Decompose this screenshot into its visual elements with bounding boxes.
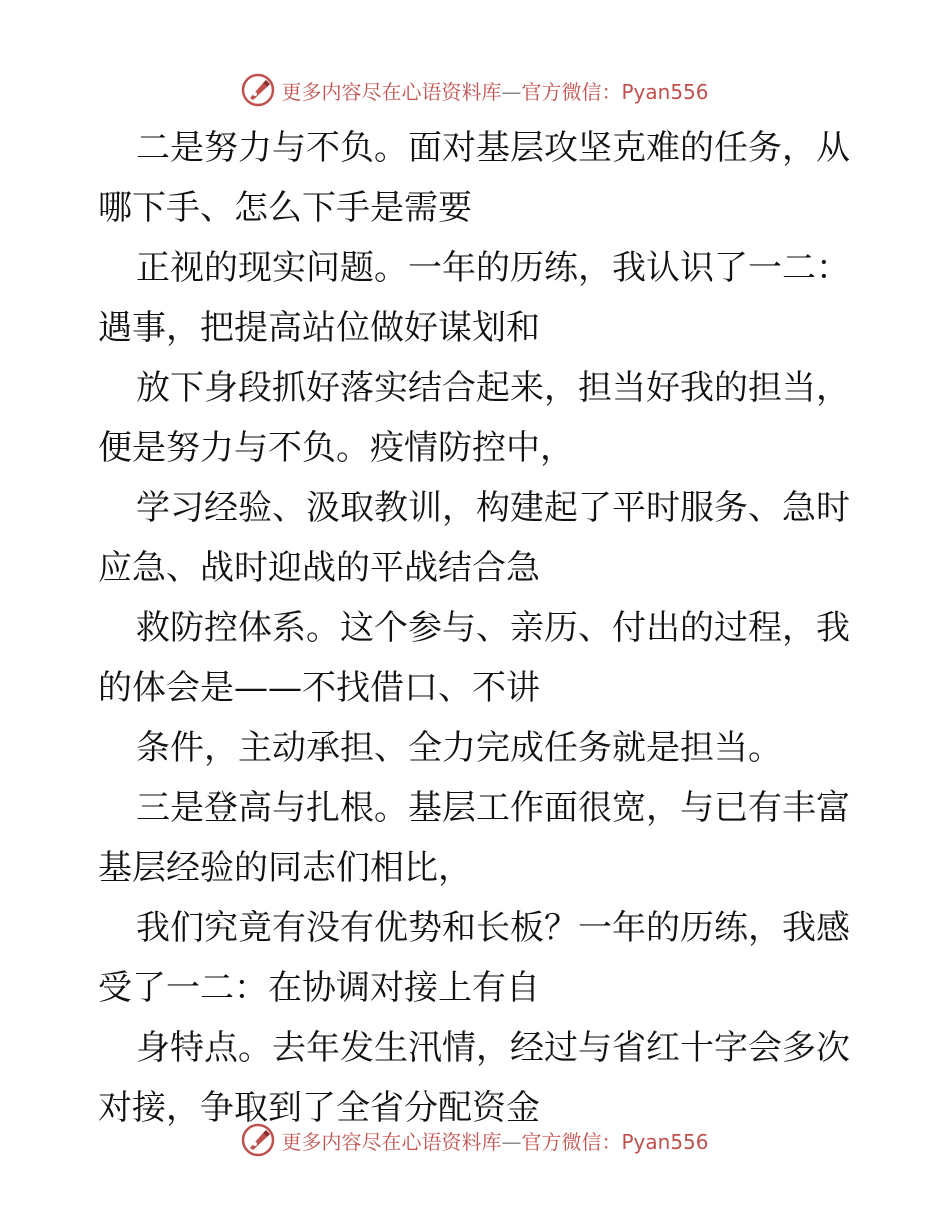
paragraph xyxy=(98,598,858,718)
pen-nib-logo-icon xyxy=(241,73,275,107)
paragraph-line: 放下身段抓好落实结合起来，担当好我的担当， xyxy=(136,368,850,408)
paragraph-line: 二是努力与不负。面对基层攻坚克难的任务，从 xyxy=(136,128,850,168)
paragraph xyxy=(98,718,858,778)
header-wechat-label: 官方微信： xyxy=(521,79,622,104)
paragraph-line: 便是努力与不负。疫情防控中， xyxy=(98,428,574,468)
footer-separator: — xyxy=(501,1129,522,1154)
paragraph-line: 哪下手、怎么下手是需要 xyxy=(98,188,472,228)
paragraph-line: 身特点。去年发生汛情，经过与省红十字会多次 xyxy=(136,1028,850,1068)
paragraph xyxy=(98,478,858,598)
paragraph-line: 应急、战时迎战的平战结合急 xyxy=(98,548,540,588)
paragraph-line: 对接，争取到了全省分配资金 xyxy=(98,1088,540,1128)
paragraph-line: 受了一二：在协调对接上有自 xyxy=(98,968,540,1008)
paragraph-line: 基层经验的同志们相比， xyxy=(98,848,472,888)
header-wechat-handle: Pyan556 xyxy=(621,79,709,104)
footer-banner xyxy=(0,1120,950,1160)
footer-banner-text xyxy=(281,1126,708,1155)
footer-wechat-handle: Pyan556 xyxy=(621,1129,709,1154)
header-separator: — xyxy=(501,79,522,104)
paragraph-line: 我们究竟有没有优势和长板？一年的历练，我感 xyxy=(136,908,850,948)
footer-wechat-label: 官方微信： xyxy=(521,1129,622,1154)
paragraph xyxy=(98,358,858,478)
paragraph-line: 条件，主动承担、全力完成任务就是担当。 xyxy=(136,728,782,768)
paragraph-line: 正视的现实问题。一年的历练，我认识了一二： xyxy=(136,248,850,288)
paragraph xyxy=(98,238,858,358)
header-site-name: 更多内容尽在心语资料库 xyxy=(281,79,502,104)
header-banner xyxy=(0,70,950,110)
paragraph-line: 学习经验、汲取教训，构建起了平时服务、急时 xyxy=(136,488,850,528)
paragraph xyxy=(98,118,858,238)
document-body xyxy=(98,118,858,1138)
paragraph-line: 救防控体系。这个参与、亲历、付出的过程，我 xyxy=(136,608,850,648)
paragraph xyxy=(98,898,858,1018)
paragraph-line: 的体会是——不找借口、不讲 xyxy=(98,668,540,708)
paragraph-line: 遇事，把提高站位做好谋划和 xyxy=(98,308,540,348)
pen-nib-logo-icon xyxy=(241,1123,275,1157)
header-banner-text xyxy=(281,76,708,105)
paragraph-line: 三是登高与扎根。基层工作面很宽，与已有丰富 xyxy=(136,788,850,828)
footer-site-name: 更多内容尽在心语资料库 xyxy=(281,1129,502,1154)
paragraph xyxy=(98,778,858,898)
